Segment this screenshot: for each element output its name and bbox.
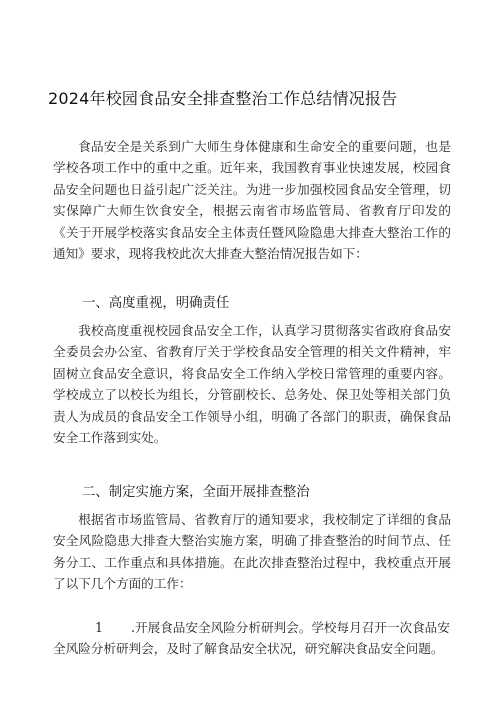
intro-paragraph: 食品安全是关系到广大师生身体健康和生命安全的重要问题，也是学校各项工作中的重中之重。近年来，我国教育事业快速发展，校园食品安全问题也日益引起广泛关注。为进一步加强校园食品安全管理，切实保障广大师生饮食安全，根据云南省市场监管局、省教育厅印发的《关于开展学校落实食品安全主体责任暨风险隐患大排查大整治工作的通知》要求，现将我校此次大排查大整治情况报告如下：: [53, 139, 451, 262]
list-item-number: 1: [94, 620, 103, 635]
section-heading-1: 一、高度重视，明确责任: [82, 296, 230, 311]
section-paragraph-1: 我校高度重视校园食品安全工作，认真学习贯彻落实省政府食品安全委员会办公室、省教育厅关于学校食品安全管理的相关文件精神，牢固树立食品安全意识，将食品安全工作纳入学校日常管理的重要内容。学校成立了以校长为组长，分管副校长、总务处、保卫处等相关部门负责人为成员的食品安全工作领导小组，明确了各部门的职责，确保食品安全工作落到实处。: [53, 323, 451, 446]
list-item-text: .开展食品安全风险分析研判会。学校每月召开一次食品安全风险分析研判会，及时了解食品安全状况，研究解决食品安全问题。: [53, 620, 450, 657]
document-title: 2024年校园食品安全排查整治工作总结情况报告: [48, 89, 398, 108]
section-heading-2: 二、制定实施方案，全面开展排查整治: [82, 485, 310, 500]
list-item: [53, 617, 451, 660]
section-paragraph-2: 根据省市场监管局、省教育厅的通知要求，我校制定了详细的食品安全风险隐患大排查大整治实施方案，明确了排查整治的时间节点、任务分工、工作重点和具体措施。在此次排查整治过程中，我校重点开展了以下几个方面的工作：: [53, 512, 451, 592]
